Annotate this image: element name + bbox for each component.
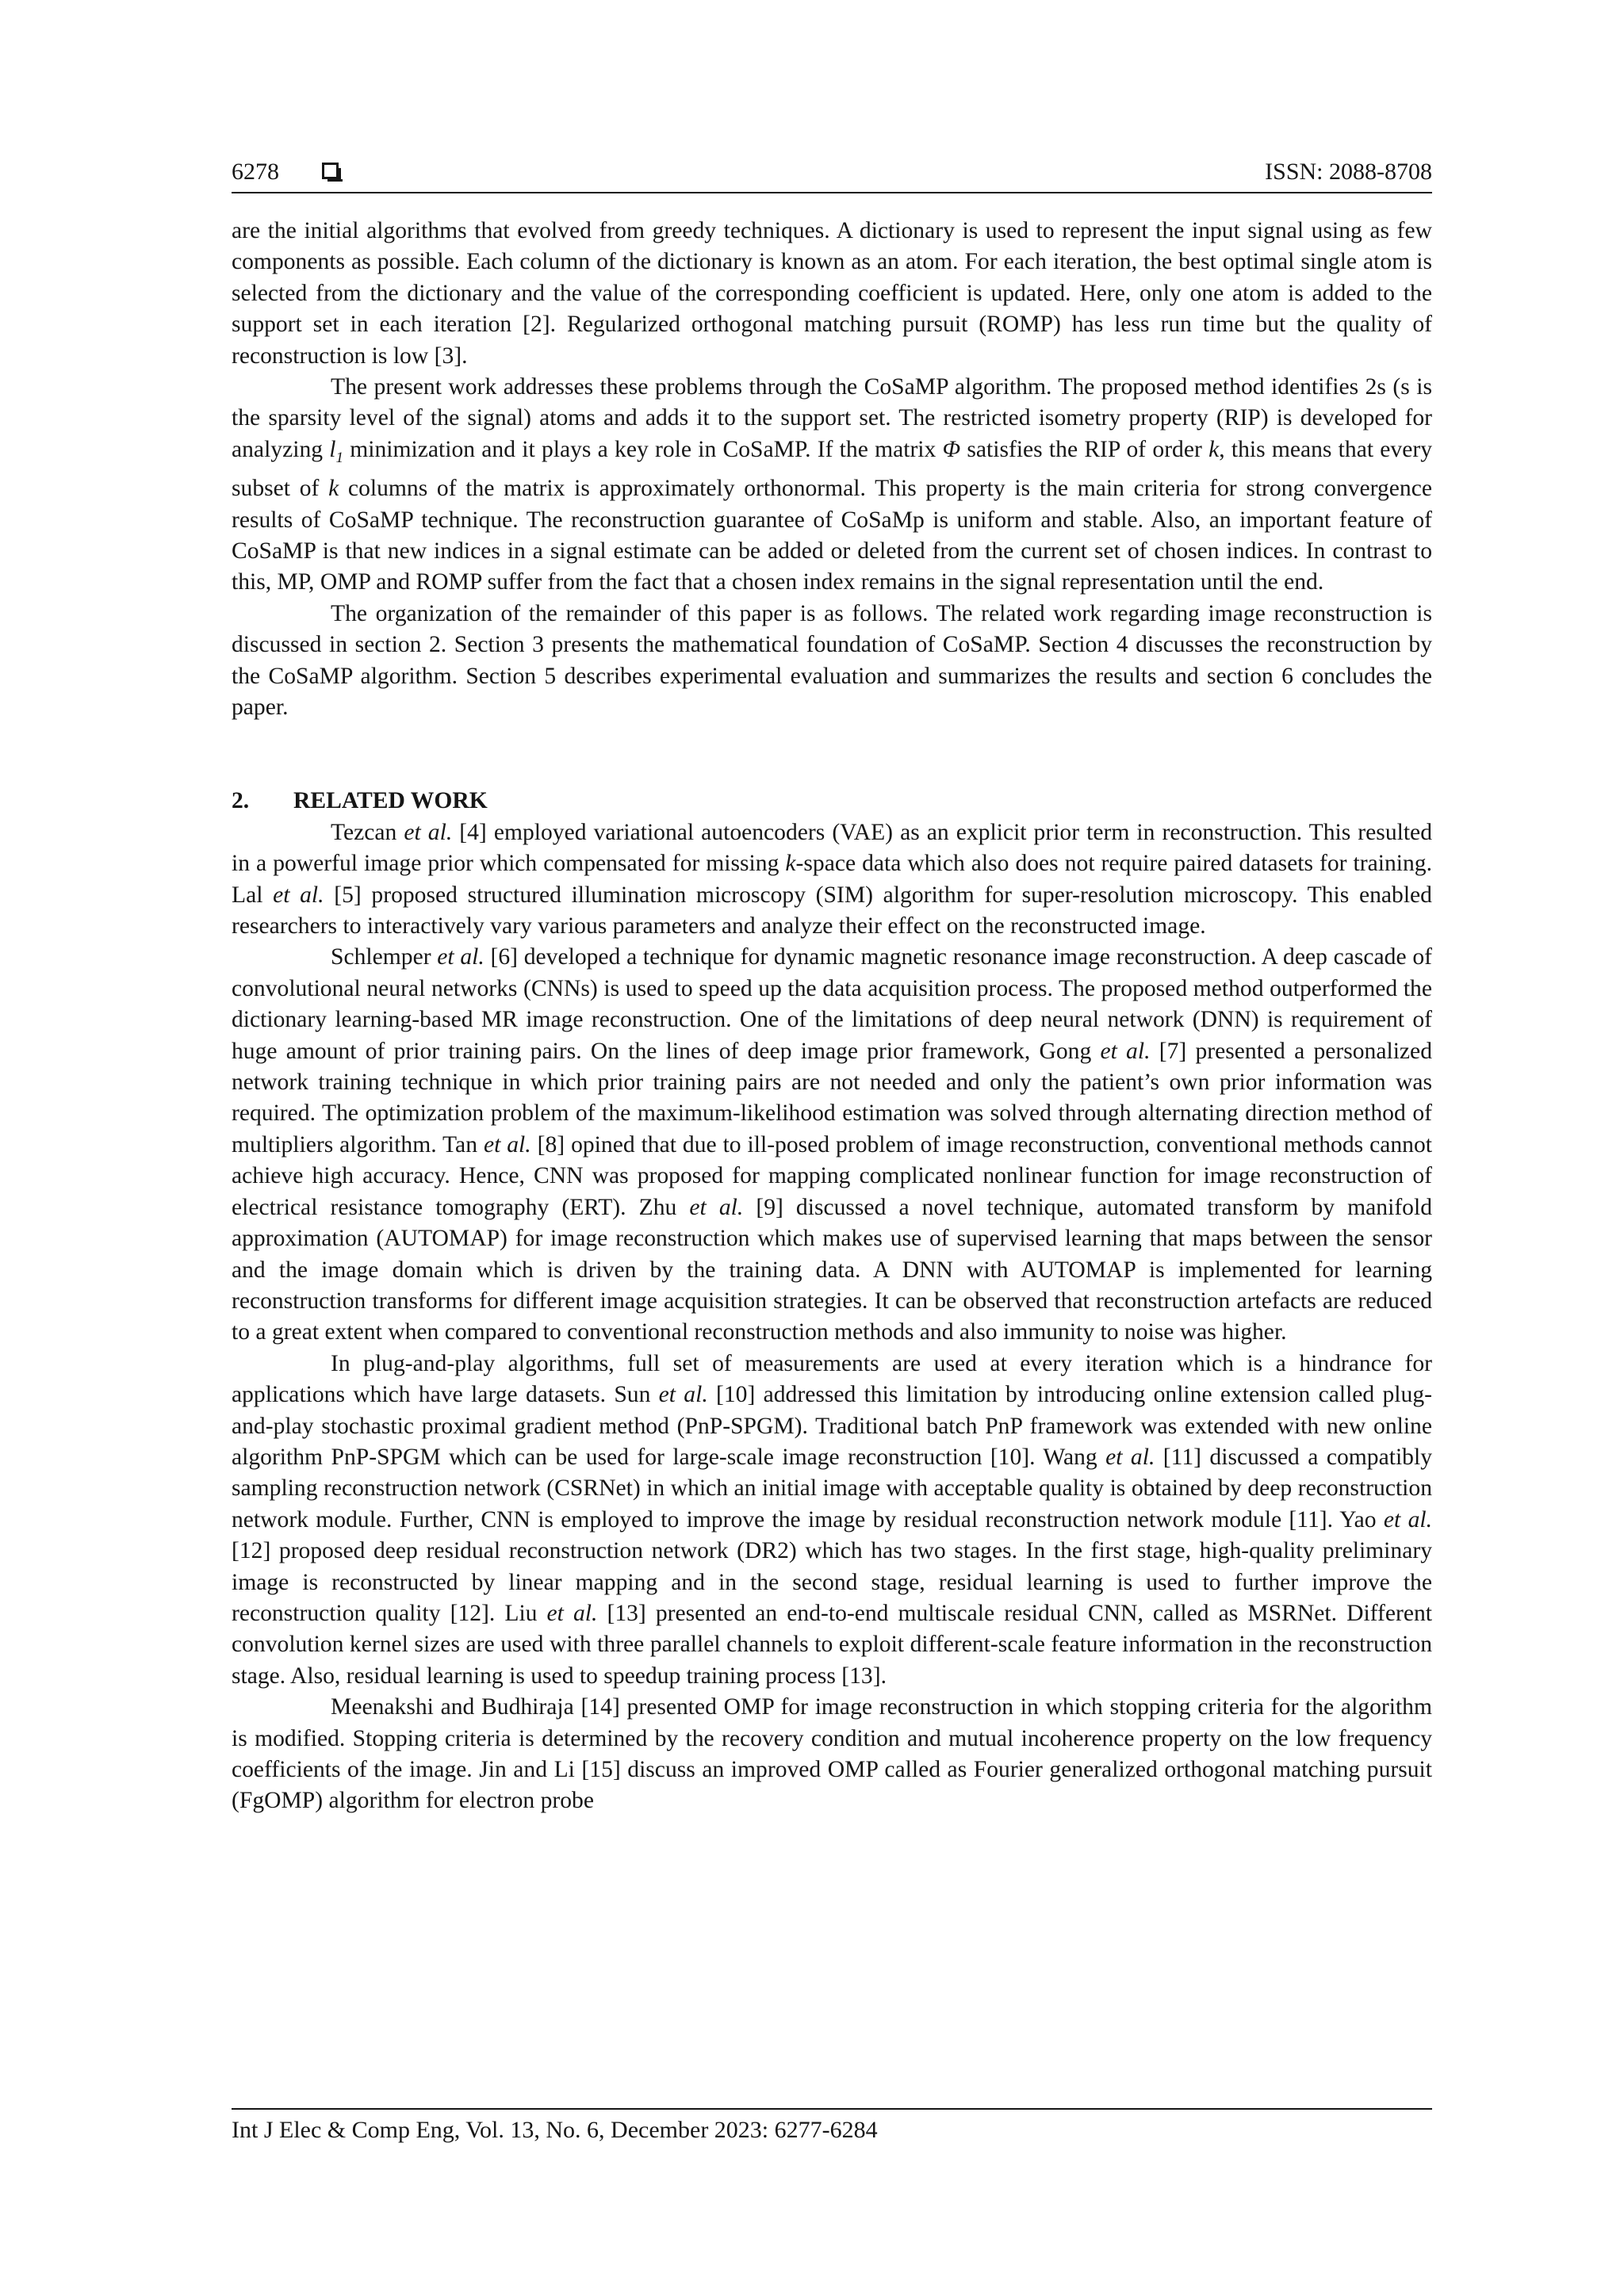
paragraph: The present work addresses these problems through the CoSaMP algorithm. The proposed method identifies 2s (s is the sparsity level of the signal) atoms and adds it to the support set. The restricted isometry property (RIP) is developed for analyzing $l_1$ minimization and it plays a key role in CoSaMP. If the matrix Φ satisfies the RIP of order k, this means that every subset of k columns of the matrix is approximately orthonormal. This property is the main criteria for strong convergence results of CoSaMP technique. The reconstruction guarantee of CoSaMp is uniform and stable. Also, an important feature of CoSaMP is that new indices in a signal estimate can be added or deleted from the current set of chosen indices. In contrast to this, MP, OMP and ROMP suffer from the fact that a chosen index remains in the signal representation until the end. bbox=[232, 374, 1433, 595]
page-number: 6278 bbox=[232, 159, 279, 185]
running-header bbox=[232, 152, 1432, 192]
section-number: 2. bbox=[232, 788, 250, 814]
body-text bbox=[232, 216, 1432, 1817]
paragraph: The organization of the remainder of this paper is as follows. The related work regarding image reconstruction is discussed in section 2. Section 3 presents the mathematical foundation of CoSaMP. Section 4 discusses the reconstruction by the CoSaMP algorithm. Section 5 describes experimental evaluation and summarizes the results and section 6 concludes the paper. bbox=[232, 600, 1432, 720]
checkbox-glyph-icon bbox=[322, 163, 339, 179]
paragraph: Schlemper et al. [6] developed a technique for dynamic magnetic resonance image reconstruction. A deep cascade of convolutional neural networks (CNNs) is used to speed up the data acquisition process. The proposed method outperformed the dictionary learning-based MR image reconstruction. One of the limitations of deep neural network (DNN) is requirement of huge amount of prior training pairs. On the lines of deep image prior framework, Gong et al. [7] presented a personalized network training technique in which prior training pairs are not needed and only the patient’s own prior information was required. The optimization problem of the maximum-likelihood estimation was solved through alternating direction method of multipliers algorithm. Tan et al. [8] opined that due to ill-posed problem of image reconstruction, conventional methods cannot achieve high accuracy. Hence, CNN was proposed for mapping complicated nonlinear function for image reconstruction of electrical resistance tomography (ERT). Zhu et al. [9] discussed a novel technique, automated transform by manifold approximation (AUTOMAP) for image reconstruction which makes use of supervised learning that maps between the sensor and the image domain which is driven by the training data. A DNN with AUTOMAP is implemented for learning reconstruction transforms for different image acquisition strategies. It can be observed that reconstruction artefacts are reduced to a great extent when compared to conventional reconstruction methods and also immunity to noise was higher. bbox=[232, 944, 1432, 1345]
paragraph: Meenakshi and Budhiraja [14] presented OMP for image reconstruction in which stopping criteria for the algorithm is modified. Stopping criteria is determined by the recovery condition and mutual incoherence property on the low frequency coefficients of the image. Jin and Li [15] discuss an improved OMP called as Fourier generalized orthogonal matching pursuit (FgOMP) algorithm for electron probe bbox=[232, 1694, 1432, 1814]
running-footer: Int J Elec & Comp Eng, Vol. 13, No. 6, December 2023: 6277-6284 bbox=[232, 2117, 878, 2143]
paper-page bbox=[232, 0, 1432, 2296]
issn-label: ISSN: 2088-8708 bbox=[1265, 159, 1432, 185]
header-rule bbox=[232, 192, 1432, 193]
section-heading bbox=[232, 786, 1432, 817]
paragraph: In plug-and-play algorithms, full set of measurements are used at every iteration which is a hindrance for applications which have large datasets. Sun et al. [10] addressed this limitation by introducing online extension called plug-and-play stochastic proximal gradient method (PnP-SPGM). Traditional batch PnP framework was extended with new online algorithm PnP-SPGM which can be used for large-scale image reconstruction [10]. Wang et al. [11] discussed a compatibly sampling reconstruction network (CSRNet) in which an initial image with acceptable quality is obtained by deep reconstruction network module. Further, CNN is employed to improve the image by residual reconstruction network module [11]. Yao et al. [12] proposed deep residual reconstruction network (DR2) which has two stages. In the first stage, high-quality preliminary image is reconstructed by linear mapping and in the second stage, residual learning is used to further improve the reconstruction quality [12]. Liu et al. [13] presented an end-to-end multiscale residual CNN, called as MSRNet. Different convolution kernel sizes are used with three parallel channels to exploit different-scale feature information in the reconstruction stage. Also, residual learning is used to speedup training process [13]. bbox=[232, 1350, 1432, 1689]
section-title: RELATED WORK bbox=[293, 788, 488, 814]
paragraph: Tezcan et al. [4] employed variational autoencoders (VAE) as an explicit prior term in reconstruction. This resulted in a powerful image prior which compensated for missing k-space data which also does not require paired datasets for training. Lal et al. [5] proposed structured illumination microscopy (SIM) algorithm for super-resolution microscopy. This enabled researchers to interactively vary various parameters and analyze their effect on the reconstructed image. bbox=[232, 819, 1432, 939]
paragraph: are the initial algorithms that evolved from greedy techniques. A dictionary is used to represent the input signal using as few components as possible. Each column of the dictionary is known as an atom. For each iteration, the best optimal single atom is selected from the dictionary and the value of the corresponding coefficient is updated. Here, only one atom is added to the support set in each iteration [2]. Regularized orthogonal matching pursuit (ROMP) has less run time but the quality of reconstruction is low [3]. bbox=[232, 218, 1432, 369]
footer-rule bbox=[232, 2108, 1432, 2110]
